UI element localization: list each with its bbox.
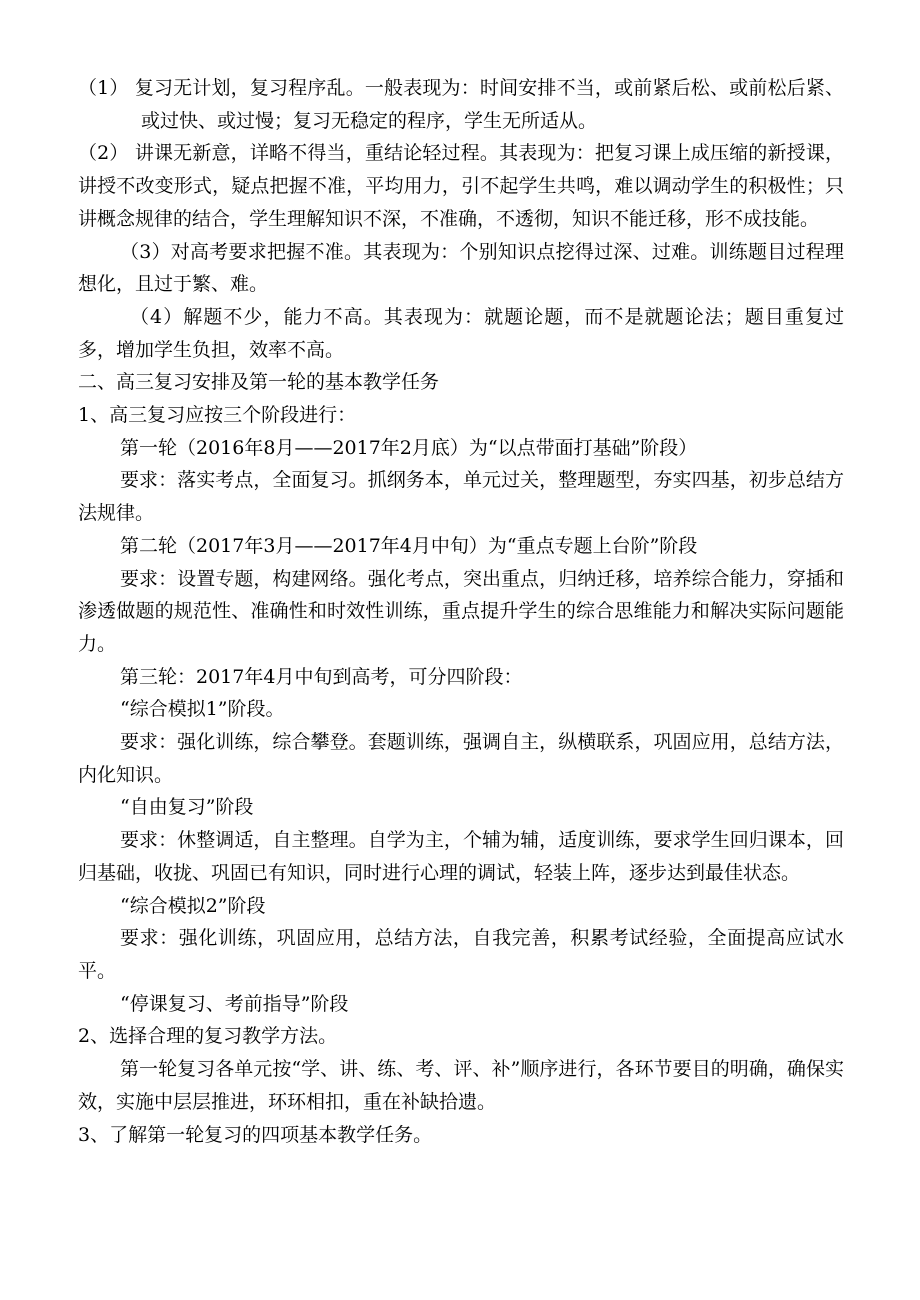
problem-item-2: （2） 讲课无新意，详略不得当，重结论轻过程。其表现为：把复习课上成压缩的新授课，讲授不改变形式，疑点把握不准，平均用力，引不起学生共鸣，难以调动学生的积极性；只讲概念规律的结合，学生理解知识不深，不准确，不透彻，知识不能迁移，形不成技能。 xyxy=(78,142,844,230)
stage-free-review-requirement: 要求：休整调适，自主整理。自学为主，个辅为辅，适度训练，要求学生回归课本，回归基础，收拢、巩固已有知识，同时进行心理的调试，轻装上阵，逐步达到最佳状态。 xyxy=(78,829,844,884)
round-2-title: 第二轮（2017年3月——2017年4月中旬）为“重点专题上台阶”阶段 xyxy=(120,534,698,557)
round-1-requirement: 要求：落实考点，全面复习。抓纲务本，单元过关，整理题型，夯实四基，初步总结方法规律。 xyxy=(78,469,844,525)
round-2-requirement: 要求：设置专题，构建网络。强化考点，突出重点，归纳迁移，培养综合能力，穿插和渗透做题的规范性、准确性和时效性训练，重点提升学生的综合思维能力和解决实际问题能力。 xyxy=(78,567,844,655)
stage-final-guidance-title: “停课复习、考前指导”阶段 xyxy=(120,992,349,1015)
subheading-3: 3、了解第一轮复习的四项基本教学任务。 xyxy=(78,1123,433,1146)
document-page xyxy=(78,72,844,1151)
section-heading-2: 二、高三复习安排及第一轮的基本教学任务 xyxy=(78,371,440,394)
round-1-title: 第一轮（2016年8月——2017年2月底）为“以点带面打基础”阶段） xyxy=(120,436,698,459)
subheading-1: 1、高三复习应按三个阶段进行： xyxy=(78,404,357,427)
problem-item-3: （3）对高考要求把握不准。其表现为：个别知识点挖得过深、过难。训练题目过程理想化，且过于繁、难。 xyxy=(78,240,844,296)
stage-free-review-title: “自由复习”阶段 xyxy=(120,796,254,819)
problem-item-1: （1） 复习无计划，复习程序乱。一般表现为：时间安排不当，或前紧后松、或前松后紧、或过快、或过慢；复习无稳定的程序，学生无所适从。 xyxy=(78,77,844,132)
subheading-2: 2、选择合理的复习教学方法。 xyxy=(78,1025,338,1048)
problem-item-4: （4）解题不少，能力不高。其表现为：就题论题，而不是就题论法；题目重复过多，增加学生负担，效率不高。 xyxy=(78,305,844,361)
stage-mock-2-requirement: 要求：强化训练，巩固应用，总结方法，自我完善，积累考试经验，全面提高应试水平。 xyxy=(78,927,844,982)
stage-mock-2-title: “综合模拟2”阶段 xyxy=(120,894,266,917)
stage-mock-1-title: “综合模拟1”阶段。 xyxy=(120,698,285,721)
stage-mock-1-requirement: 要求：强化训练，综合攀登。套题训练，强调自主，纵横联系，巩固应用，总结方法，内化知识。 xyxy=(78,731,844,786)
round-3-title: 第三轮：2017年4月中旬到高考，可分四阶段： xyxy=(120,665,523,688)
method-paragraph: 第一轮复习各单元按“学、讲、练、考、评、补”顺序进行，各环节要目的明确，确保实效，实施中层层推进，环环相扣，重在补缺拾遗。 xyxy=(78,1058,844,1113)
